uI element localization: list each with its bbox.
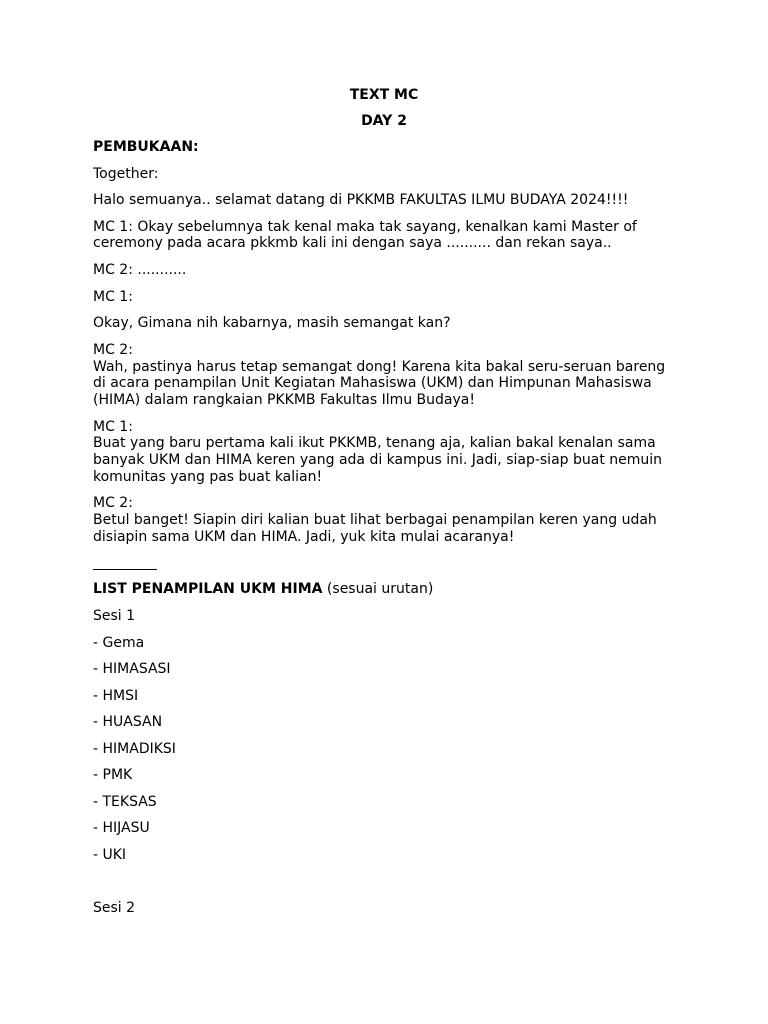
session-1-item: - PMK <box>93 767 133 783</box>
mc2-text-a-line-2: di acara penampilan Unit Kegiatan Mahasiswa (UKM) dan Himpunan Mahasiswa <box>93 375 652 391</box>
list-heading-title: LIST PENAMPILAN UKM HIMA <box>93 581 323 597</box>
mc1-text-b-line-1: Buat yang baru pertama kali ikut PKKMB, tenang aja, kalian bakal kenalan sama <box>93 435 656 451</box>
session-1-item: - TEKSAS <box>93 794 157 810</box>
section-divider <box>93 569 157 570</box>
mc2-label-b: MC 2: <box>93 495 133 511</box>
list-heading-note: (sesuai urutan) <box>322 581 434 597</box>
mc1-label-b: MC 1: <box>93 419 133 435</box>
doc-day: DAY 2 <box>361 113 407 129</box>
mc2-intro: MC 2: ........... <box>93 262 187 278</box>
mc1-text-b-line-2: banyak UKM dan HIMA keren yang ada di kampus ini. Jadi, siap-siap buat nemuin <box>93 452 663 468</box>
together-label: Together: <box>93 166 159 182</box>
session-1-item: - Gema <box>93 635 145 651</box>
opening-heading: PEMBUKAAN: <box>93 139 199 155</box>
mc2-text-b-line-1: Betul banget! Siapin diri kalian buat lihat berbagai penampilan keren yang udah <box>93 512 657 528</box>
mc1-intro-line-1: MC 1: Okay sebelumnya tak kenal maka tak sayang, kenalkan kami Master of <box>93 219 637 235</box>
mc1-label-a: MC 1: <box>93 289 133 305</box>
session-1-item: - HMSI <box>93 688 139 704</box>
mc1-text-a: Okay, Gimana nih kabarnya, masih semangat kan? <box>93 315 451 331</box>
session-1-item: - UKI <box>93 847 127 863</box>
doc-title: TEXT MC <box>349 87 419 103</box>
together-text: Halo semuanya.. selamat datang di PKKMB FAKULTAS ILMU BUDAYA 2024!!!! <box>93 192 629 208</box>
session-1-item: - HIMASASI <box>93 661 171 677</box>
session-1-item: - HIMADIKSI <box>93 741 176 757</box>
session-1-label: Sesi 1 <box>93 608 136 624</box>
mc2-text-b-line-2: disiapin sama UKM dan HIMA. Jadi, yuk kita mulai acaranya! <box>93 529 515 545</box>
mc2-label-a: MC 2: <box>93 342 133 358</box>
session-2-label: Sesi 2 <box>93 900 136 916</box>
mc1-text-b-line-3: komunitas yang pas buat kalian! <box>93 469 323 485</box>
list-heading <box>93 581 683 598</box>
mc2-text-a-line-3: (HIMA) dalam rangkaian PKKMB Fakultas Ilmu Budaya! <box>93 392 475 408</box>
mc2-text-a-line-1: Wah, pastinya harus tetap semangat dong! Karena kita bakal seru-seruan bareng <box>93 359 666 375</box>
session-1-item: - HUASAN <box>93 714 163 730</box>
mc1-intro-line-2: ceremony pada acara pkkmb kali ini dengan saya .......... dan rekan saya.. <box>93 235 612 251</box>
session-1-item: - HIJASU <box>93 820 150 836</box>
